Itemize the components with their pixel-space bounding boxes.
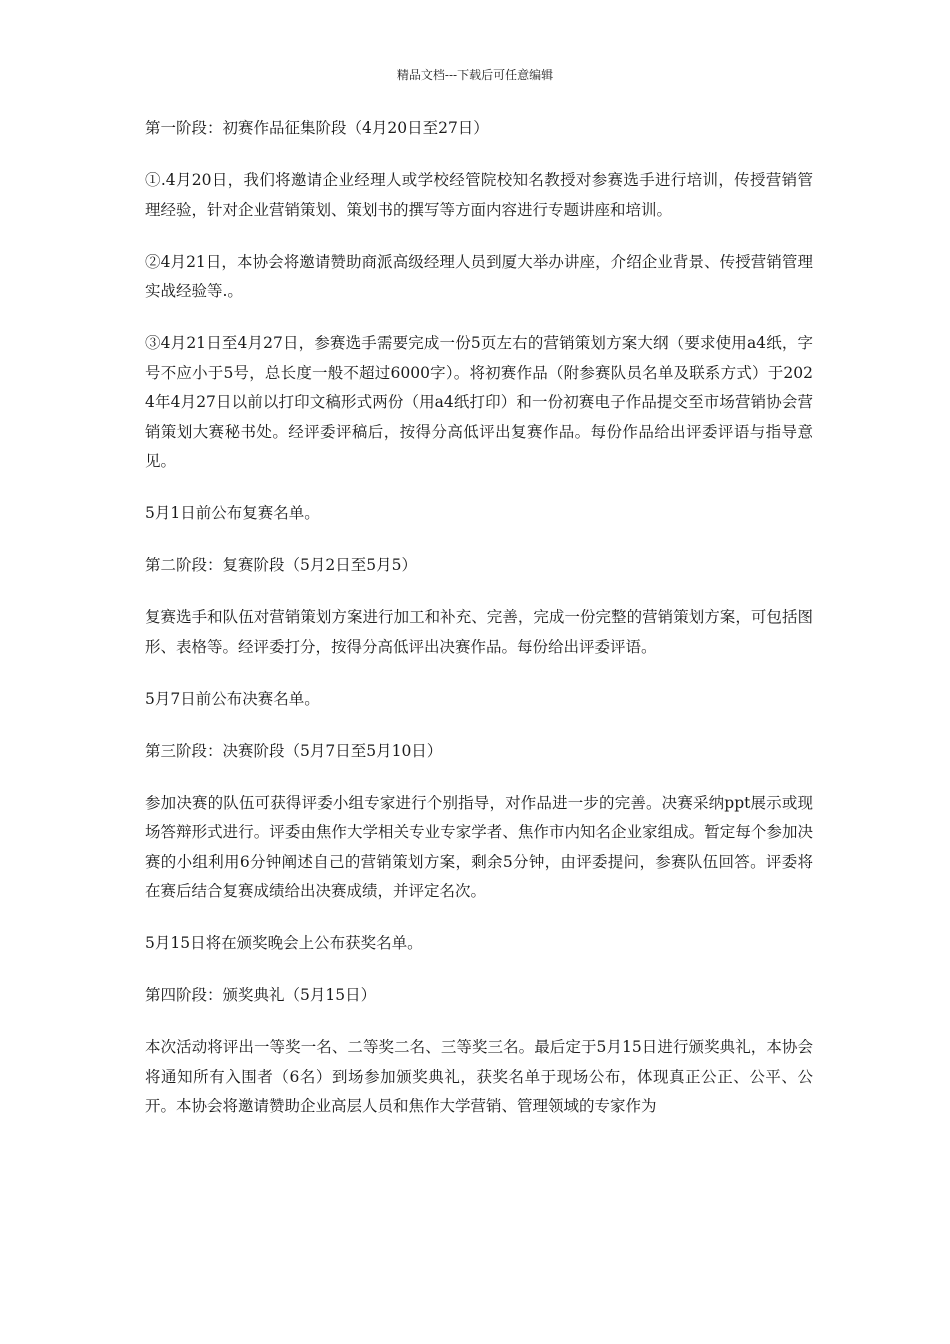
paragraph-final-list: 5月7日前公布决赛名单。 bbox=[145, 689, 320, 708]
paragraph-semifinal-list: 5月1日前公布复赛名单。 bbox=[145, 504, 320, 522]
paragraph-semifinal: 复赛选手和队伍对营销策划方案进行加工和补充、完善，完成一份完整的营销策划方案，可包括图形、表格等。经评委打分，按得分高低评出决赛作品。每份给出评委评语。 bbox=[145, 608, 813, 656]
stage-three-heading: 第三阶段：决赛阶段（5月7日至5月10日） bbox=[145, 741, 443, 760]
document-body bbox=[145, 114, 813, 1144]
stage-four-heading: 第四阶段：颁奖典礼（5月15日） bbox=[145, 986, 377, 1004]
paragraph-preliminary-submission: ③4月21日至4月27日，参赛选手需要完成一份5页左右的营销策划方案大纲（要求使用a4纸，字号不应小于5号，总长度一般不超过6000字）。将初赛作品（附参赛队员名单及联系方式）于2024年4月27日以前以打印文稿形式两份（用a4纸打印）和一份初赛电子作品提交至市场营销协会营销策划大赛秘书处。经评委评稿后，按得分高低评出复赛作品。每份作品给出评委评语与指导意见。 bbox=[145, 334, 813, 470]
stage-two-heading: 第二阶段：复赛阶段（5月2日至5月5） bbox=[145, 556, 417, 574]
paragraph-training: ①.4月20日，我们将邀请企业经理人或学校经管院校知名教授对参赛选手进行培训，传授营销管理经验，针对企业营销策划、策划书的撰写等方面内容进行专题讲座和培训。 bbox=[145, 171, 813, 219]
paragraph-award-list: 5月15日将在颁奖晚会上公布获奖名单。 bbox=[145, 934, 423, 952]
paragraph-ceremony: 本次活动将评出一等奖一名、二等奖二名、三等奖三名。最后定于5月15日进行颁奖典礼，本协会将通知所有入围者（6名）到场参加颁奖典礼，获奖名单于现场公布，体现真正公正、公平、公开。本协会将邀请赞助企业高层人员和焦作大学营销、管理领域的专家作为 bbox=[145, 1038, 813, 1115]
paragraph-final: 参加决赛的队伍可获得评委小组专家进行个别指导，对作品进一步的完善。决赛采纳ppt展示或现场答辩形式进行。评委由焦作大学相关专业专家学者、焦作市内知名企业家组成。暂定每个参加决赛的小组利用6分钟阐述自己的营销策划方案，剩余5分钟，由评委提问，参赛队伍回答。评委将在赛后结合复赛成绩给出决赛成绩，并评定名次。 bbox=[145, 793, 813, 900]
stage-one-heading: 第一阶段：初赛作品征集阶段（4月20日至27日） bbox=[145, 119, 489, 137]
paragraph-lecture: ②4月21日，本协会将邀请赞助商派高级经理人员到厦大举办讲座，介绍企业背景、传授营销管理实战经验等.。 bbox=[145, 252, 813, 300]
document-header: 精品文档---下载后可任意编辑 bbox=[396, 68, 554, 82]
